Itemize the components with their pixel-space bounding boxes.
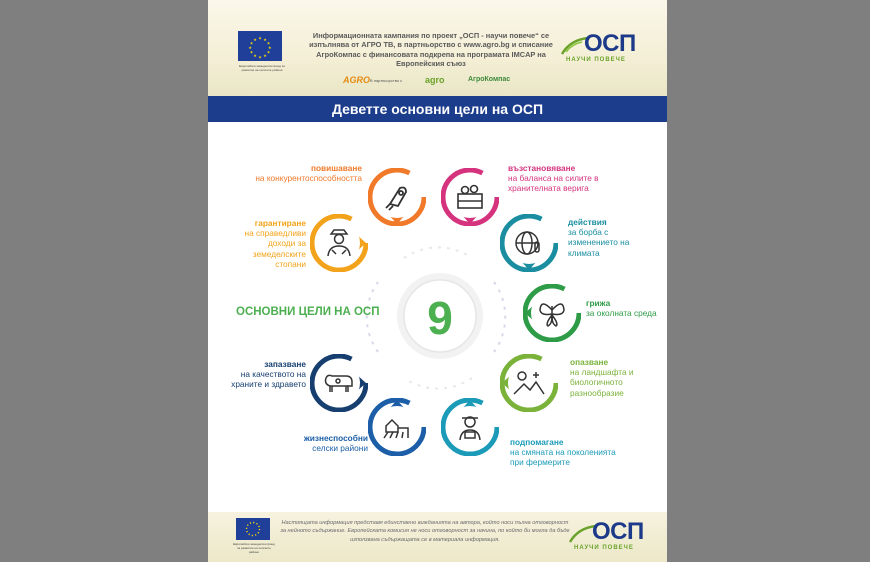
- footer-osp-logo-text: ОСП: [592, 518, 644, 545]
- osp-logo: [560, 30, 640, 66]
- goal-food-chain-label: възстановяване на баланса на силите в хранителната верига: [508, 163, 599, 194]
- infographic-page: [208, 0, 667, 562]
- footer: [208, 512, 667, 562]
- osp-logo-text: ОСП: [584, 30, 636, 57]
- goal-environment-circle: [523, 284, 581, 342]
- page-title: Деветте основни цели на ОСП: [208, 96, 667, 122]
- eu-flag-icon: [238, 31, 282, 61]
- svg-text:★: ★: [258, 35, 262, 41]
- goal-fair-income-label: гарантиране на справедливи доходи за земеделските стопани: [244, 218, 306, 269]
- goal-food-quality-label: запазване на качеството на храните и здравето: [231, 359, 306, 390]
- campaign-info-text: Информационната кампания по проект „ОСП - научи повече“ се изпълнява от АГРО ТВ, в партньорство с www.agro.bg и списание АгроКомпас с финансовата подкрепа на програмата IMCAP на Европейския съюз: [309, 31, 553, 68]
- agrokompas-logo: АгроКомпас: [468, 76, 511, 83]
- svg-text:★: ★: [249, 49, 254, 55]
- svg-text:★: ★: [266, 40, 271, 46]
- goals-infographic: [208, 122, 667, 512]
- goal-environment-label: грижа за околната среда: [586, 298, 657, 319]
- svg-text:★: ★: [263, 36, 267, 42]
- center-title: ОСНОВНИ ЦЕЛИ НА ОСП: [236, 306, 380, 318]
- svg-text:★: ★: [253, 53, 257, 59]
- eu-caption: Европейски земеделски фонд за развитие на селските райони: [239, 64, 285, 72]
- goal-rural-areas-label: жизнеспособни селски райони: [303, 433, 368, 454]
- svg-text:★: ★: [266, 49, 271, 55]
- partners-caption: В партньорство с: [370, 78, 403, 83]
- goal-competitiveness-circle: [368, 168, 426, 226]
- center-number: 9: [427, 292, 453, 344]
- osp-logo-tag: НАУЧИ ПОВЕЧЕ: [566, 57, 626, 63]
- goal-generational-renewal-label: подпомагане на смяната на поколенията при фермерите: [510, 437, 616, 468]
- agro-bg-logo: agro: [425, 75, 445, 85]
- svg-text:★: ★: [248, 45, 252, 50]
- goal-fair-income-circle: [310, 214, 368, 272]
- svg-text:★: ★: [253, 36, 257, 42]
- svg-text:★: ★: [268, 45, 272, 50]
- agro-tv-logo: AGRO: [343, 75, 370, 85]
- goal-biodiversity-label: опазване на ландшафта и биологичното разнообразие: [570, 357, 634, 398]
- disclaimer-text: Настоящата информация представя единствено вижданията на автора, който носи пълна отговорност за нейното съдържание. Европейската комисия не носи отговорност за начина, по който би могла да бъде използвана съдържащата се в материала информация.: [280, 520, 570, 543]
- footer-eu-flag-icon: [236, 518, 270, 540]
- goal-food-chain-circle: [441, 168, 499, 226]
- goal-climate-label: действия за борба с изменението на климата: [568, 217, 630, 258]
- goal-competitiveness-label: повишаване на конкурентоспособността: [255, 163, 362, 184]
- goal-climate-circle: [500, 214, 558, 272]
- svg-text:★: ★: [249, 40, 254, 46]
- goal-food-quality-circle: [310, 354, 368, 412]
- svg-text:★: ★: [258, 54, 262, 60]
- footer-osp-logo: [568, 518, 648, 554]
- goal-biodiversity-circle: [500, 354, 558, 412]
- partner-logos: [338, 75, 558, 87]
- footer-osp-logo-tag: НАУЧИ ПОВЕЧЕ: [574, 545, 634, 551]
- svg-text:★: ★: [263, 53, 267, 59]
- header: [208, 0, 667, 96]
- goal-generational-renewal-circle: [441, 398, 499, 456]
- footer-eu-caption: Европейски земеделски фонд за развитие на селските райони: [233, 542, 275, 554]
- goal-rural-areas-circle: [368, 398, 426, 456]
- center-disc: [397, 273, 483, 359]
